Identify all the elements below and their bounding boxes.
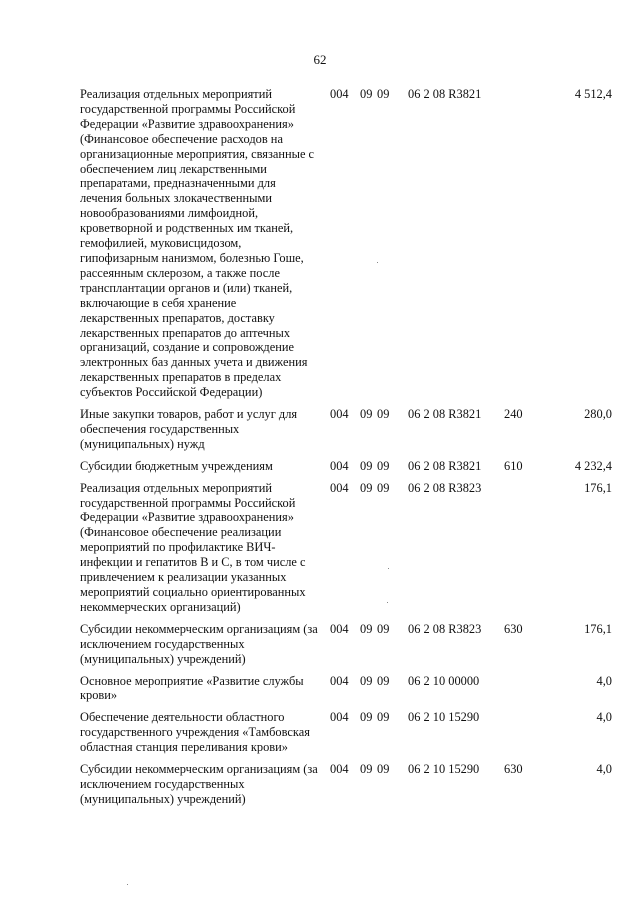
table-row <box>80 459 612 474</box>
ministry-code: 004 <box>330 87 349 101</box>
target-article-code: 06 2 10 15290 <box>408 710 480 725</box>
section-code: 09 <box>360 710 373 725</box>
item-name: Субсидии бюджетным учреждениям <box>80 458 273 473</box>
target-article-code: 06 2 08 R3821 <box>408 407 482 422</box>
subsection-code: 09 <box>377 673 390 688</box>
subsection-code: 09 <box>377 621 390 636</box>
section-code: 09 <box>360 762 373 777</box>
amount: 4,0 <box>596 673 612 688</box>
section-code: 09 <box>360 87 373 101</box>
expense-type-code: 610 <box>504 458 523 473</box>
target-article-code: 06 2 08 R3821 <box>408 458 482 473</box>
ministry-code: 004 <box>330 407 349 422</box>
table-row <box>80 710 612 755</box>
table-row <box>80 762 612 807</box>
ministry-code: 004 <box>330 480 349 495</box>
subsection-code: 09 <box>377 480 390 495</box>
ministry-code: 004 <box>330 458 349 473</box>
table-row <box>80 481 612 615</box>
item-name: Иные закупки товаров, работ и услуг для обеспечения государственных (муниципальных) нужд <box>80 407 298 451</box>
target-article-code: 06 2 08 R3823 <box>408 480 482 495</box>
item-name: Основное мероприятие «Развитие службы крови» <box>80 673 304 703</box>
page-number: 62 <box>313 52 327 67</box>
amount: 4,0 <box>596 762 612 777</box>
subsection-code: 09 <box>377 762 390 777</box>
budget-table <box>80 87 612 814</box>
expense-type-code: 630 <box>504 762 523 777</box>
subsection-code: 09 <box>377 87 390 101</box>
item-name: Субсидии некоммерческим организациям (за исключением государственных (муниципальных) учреждений) <box>80 762 318 806</box>
expense-type-code: 630 <box>504 621 523 636</box>
scan-speck <box>388 568 389 569</box>
table-row <box>80 622 612 667</box>
amount: 176,1 <box>584 480 612 495</box>
target-article-code: 06 2 10 00000 <box>408 673 480 688</box>
scan-speck <box>377 262 378 263</box>
amount: 4 512,4 <box>574 87 612 101</box>
scan-speck <box>387 602 388 603</box>
item-name: Реализация отдельных мероприятий государственной программы Российской Федерации «Развитие здравоохранения» (Финансовое обеспечение расходов на организационные мероприятия, связанные с обеспечением лиц лекарственными препаратами, предназначенными для лечения больных злокачественными новообразованиями лимфоидной, кроветворной и родственных им тканей, гемофилией, муковисцидозом, гипофизарным нанизмом, болезнью Гоше, рассеянным склерозом, а также после трансплантации органов и (или) тканей, включающие в себя хранение лекарственных препаратов, доставку лекарственных препаратов до аптечных организаций, создание и сопровождение электронных баз данных учета и движения лекарственных препаратов в пределах субъектов Российской Федерации) <box>80 87 315 400</box>
table-row <box>80 674 612 704</box>
expense-type-code: 240 <box>504 407 523 422</box>
ministry-code: 004 <box>330 621 349 636</box>
amount: 4,0 <box>596 710 612 725</box>
item-name: Обеспечение деятельности областного государственного учреждения «Тамбовская областная станция переливания крови» <box>80 710 310 755</box>
ministry-code: 004 <box>330 710 349 725</box>
target-article-code: 06 2 08 R3821 <box>408 87 482 101</box>
table-row <box>80 87 612 400</box>
section-code: 09 <box>360 458 373 473</box>
item-name: Субсидии некоммерческим организациям (за исключением государственных (муниципальных) учреждений) <box>80 621 318 666</box>
section-code: 09 <box>360 407 373 422</box>
table-row <box>80 407 612 452</box>
scan-speck <box>127 884 128 885</box>
amount: 176,1 <box>584 621 612 636</box>
ministry-code: 004 <box>330 673 349 688</box>
ministry-code: 004 <box>330 762 349 777</box>
subsection-code: 09 <box>377 710 390 725</box>
target-article-code: 06 2 08 R3823 <box>408 621 482 636</box>
amount: 4 232,4 <box>574 458 612 473</box>
target-article-code: 06 2 10 15290 <box>408 762 480 777</box>
subsection-code: 09 <box>377 407 390 422</box>
section-code: 09 <box>360 673 373 688</box>
item-name: Реализация отдельных мероприятий государственной программы Российской Федерации «Развитие здравоохранения» (Финансовое обеспечение реализации мероприятий по профилактике ВИЧ-инфекции и гепатитов В и С, в том числе с привлечением к реализации указанных мероприятий социально ориентированных некоммерческих организаций) <box>80 480 306 614</box>
amount: 280,0 <box>584 407 612 422</box>
subsection-code: 09 <box>377 458 390 473</box>
section-code: 09 <box>360 621 373 636</box>
section-code: 09 <box>360 480 373 495</box>
